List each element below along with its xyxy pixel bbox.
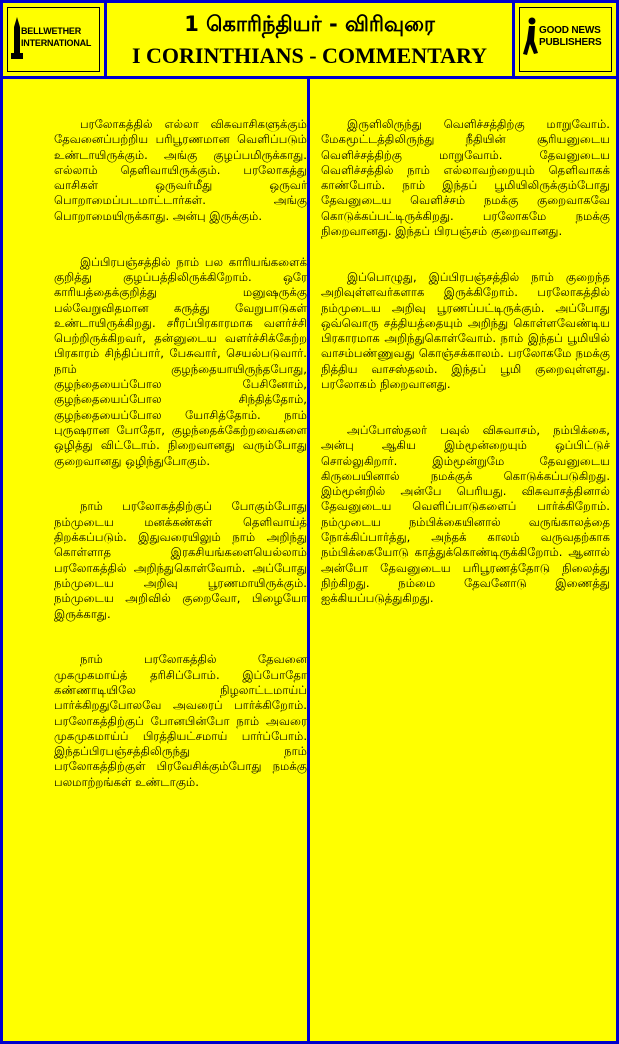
good-news-logo-text: GOOD NEWS PUBLISHERS — [539, 25, 602, 48]
bellwether-logo-text: BELLWETHER INTERNATIONAL — [21, 26, 92, 48]
paragraph: பரலோகத்தில் எல்லா விசுவாசிகளுக்கும் தேவனைப்பற்றிய பரிபூரணமான வெளிப்படும் உண்டாயிருக்கும். அங்கு குழப்பமிருக்காது. எல்லாம் தெளிவாயிருக்கும். பரலோகத்து வாசிகள் ஒருவர்மீது ஒருவர் பொறாமைப்படமாட்டார்கள். அங்கு பொறாமையிருக்காது. அன்பு இருக்கும். — [54, 117, 307, 223]
paragraph: நாம் பரலோகத்திற்குப் போகும்போது நம்முடைய மனக்கண்கள் தெளிவாய்த் திறக்கப்படும். இதுவரையிலும் நாம் அறிந்து கொள்ளாத இரகசியங்களையெல்லாம் பரலோகத்தில் அறிந்துகொள்வோம். அப்போது நம்முடைய அறிவு பூரணமாயிருக்கும். நம்முடைய அறிவில் குறைவோ, பிழையோ இருக்காது. — [54, 499, 307, 621]
paragraph: அப்போஸ்தலர் பவுல் விசுவாசம், நம்பிக்கை, அன்பு ஆகிய இம்மூன்றையும் ஒப்பிட்டுச் சொல்லுகிறார். இம்மூன்றுமே தேவனுடைய கிருபையினால் நமக்குக் கொடுக்கப்படுகிறது. இம்மூன்றில் அன்பே பெரியது. விசுவாசத்தினால் தேவனுடைய வெளிப்பாடுகளைப் பார்க்கிறோம். நம்முடைய நம்பிக்கையினால் வருங்காலத்தை நோக்கிப்பார்த்து, அந்தக் காலம் வருவதற்காக நம்பிக்கையோடு காத்துக்கொண்டிருக்கிறோம். ஆனால் அன்போ தேவனுடைய பரிபூரணத்தோடு நிலைத்து நிற்கிறது. நம்மை தேவனோடு இணைத்து ஐக்கியப்படுத்துகிறது. — [321, 422, 610, 606]
paragraph: இப்பிரபஞ்சத்தில் நாம் பல காரியங்களைக் குறித்து குழப்பத்திலிருக்கிறோம். ஒரே காரியத்தைக்குறித்து மனுஷருக்கு பல்வேறுவிதமான கருத்து வேறுபாடுகள் உண்டாயிருக்கிறது. சரீரப்பிரகாரமாக வளர்ச்சி பெற்றிருக்கிறவர், தன்னுடைய வளர்ச்சிக்கேற்ற பிரகாரம் சிந்திப்பார், பேசுவார், செயல்படுவார். நாம் குழந்தையாயிருந்தபோது, குழந்தையைப்போல பேசினோம், குழந்தையைப்போல சிந்தித்தோம், குழந்தையைப்போல யோசித்தோம். நாம் புருஷரான போதோ, குழந்தைக்கேற்றவைகளை ஒழித்து விட்டோம். நிறைவானது வரும்போது குறைவானது ஒழிந்துபோகும். — [54, 254, 307, 468]
good-news-logo — [512, 3, 616, 76]
title-block — [107, 3, 512, 76]
page-title-tamil: 1 கொரிந்தியர் - விரிவுரை — [184, 12, 435, 36]
header — [3, 3, 616, 79]
paragraph: நாம் பரலோகத்தில் தேவனை முகமுகமாய்த் தரிசிப்போம். இப்போதோ கண்ணாடியிலே நிழலாட்டமாய்ப் பார்க்கிறதுபோலவே அவரைப் பார்க்கிறோம். பரலோகத்திற்குப் போனபின்போ நாம் அவரை முகமுகமாய்ப் பிரத்தியட்சமாய் பார்ப்போம். இந்தப்பிரபஞ்சத்திலிருந்து நாம் பரலோகத்திற்குள் பிரவேசிக்கும்போது நமக்கு பலமாற்றங்கள் உண்டாகும். — [54, 652, 307, 789]
bellwether-logo — [3, 3, 107, 76]
right-column — [310, 79, 616, 1041]
page-title-english: I CORINTHIANS - COMMENTARY — [131, 43, 488, 68]
runner-icon — [523, 17, 539, 61]
paragraph: இப்பொழுது, இப்பிரபஞ்சத்தில் நாம் குறைந்த அறிவுள்ளவர்களாக இருக்கிறோம். பரலோகத்தில் நம்முடைய அறிவு பூரணப்பட்டிருக்கும். அப்போது ஒவ்வொரு சத்தியத்தையும் அறிந்து கொள்ளவேண்டிய பிரகாரமாக அறிந்துகொள்வோம். நாம் இந்தப் பூமியில் வாசம்பண்ணுவது கொஞ்சக்காலம். பரலோகமே நமக்கு நித்திய வாசஸ்தலம். இந்தப் பூமி குறைவுள்ளது. பரலோகம் நிறைவானது. — [321, 269, 610, 392]
left-column-text — [54, 117, 307, 821]
left-column — [3, 79, 310, 1041]
paragraph: இருளிலிருந்து வெளிச்சத்திற்கு மாறுவோம். மேகமூட்டத்திலிருந்து நீதியின் சூரியனுடைய வெளிச்சத்திற்கு மாறுவோம். தேவனுடைய வெளிச்சத்தில் நாம் எல்லாவற்றையும் தெளிவாகக் காண்போம். நாம் இந்தப் பூமியிலிருக்கும்போது தேவனுடைய வெளிச்சம் நமக்கு குறைவாகவே கொடுக்கப்பட்டிருக்கிறது. பரலோகமே நமக்கு நிறைவானது. இந்தப் பிரபஞ்சம் குறைவானது. — [321, 117, 610, 239]
right-column-text — [321, 117, 610, 637]
